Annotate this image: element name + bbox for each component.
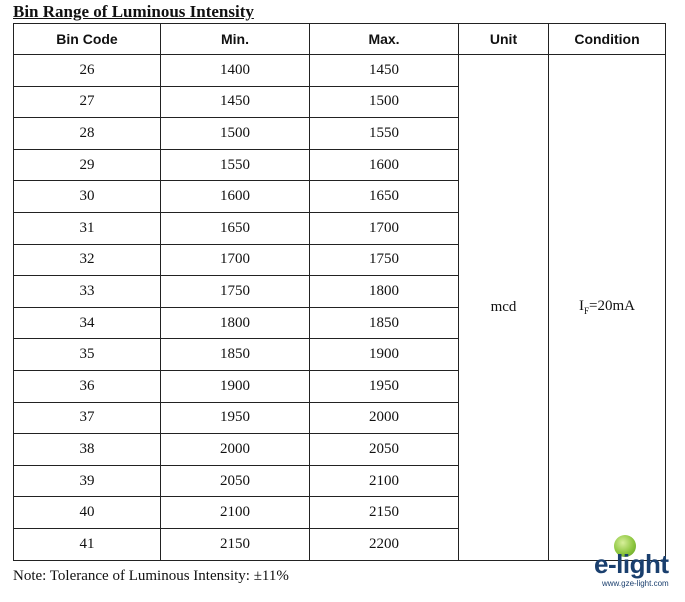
max-cell: 1950 [310, 370, 459, 402]
min-cell: 1400 [161, 55, 310, 87]
bin-code-cell: 28 [14, 118, 161, 150]
max-cell: 2050 [310, 434, 459, 466]
tolerance-note: Note: Tolerance of Luminous Intensity: ±11% [13, 568, 289, 584]
min-cell: 1550 [161, 149, 310, 181]
table-body [14, 55, 666, 561]
logo-url: www.gze-light.com [602, 579, 669, 588]
condition-suffix: =20mA [589, 298, 635, 315]
max-cell: 1500 [310, 86, 459, 118]
logo-text: e-light [594, 549, 669, 579]
min-cell: 1950 [161, 402, 310, 434]
max-cell: 1450 [310, 55, 459, 87]
max-cell: 1750 [310, 244, 459, 276]
min-cell: 1450 [161, 86, 310, 118]
table-row [14, 55, 666, 87]
min-cell: 1800 [161, 307, 310, 339]
min-cell: 2150 [161, 528, 310, 560]
min-cell: 1650 [161, 212, 310, 244]
bin-code-cell: 35 [14, 339, 161, 371]
header-condition: Condition [549, 24, 666, 55]
condition-prefix: I [579, 298, 584, 315]
bin-code-cell: 39 [14, 465, 161, 497]
bin-code-cell: 41 [14, 528, 161, 560]
header-bin-code: Bin Code [14, 24, 161, 55]
min-cell: 1850 [161, 339, 310, 371]
max-cell: 1600 [310, 149, 459, 181]
condition-subscript: F [584, 306, 590, 317]
min-cell: 1700 [161, 244, 310, 276]
max-cell: 2200 [310, 528, 459, 560]
bin-code-cell: 34 [14, 307, 161, 339]
bin-code-cell: 30 [14, 181, 161, 213]
bin-code-cell: 40 [14, 497, 161, 529]
bin-code-cell: 37 [14, 402, 161, 434]
bin-code-cell: 29 [14, 149, 161, 181]
max-cell: 1800 [310, 276, 459, 308]
min-cell: 2050 [161, 465, 310, 497]
header-min: Min. [161, 24, 310, 55]
condition-cell [549, 55, 666, 561]
min-cell: 2100 [161, 497, 310, 529]
bin-code-cell: 36 [14, 370, 161, 402]
min-cell: 2000 [161, 434, 310, 466]
max-cell: 1850 [310, 307, 459, 339]
bin-code-cell: 31 [14, 212, 161, 244]
max-cell: 1550 [310, 118, 459, 150]
header-max: Max. [310, 24, 459, 55]
bin-code-cell: 32 [14, 244, 161, 276]
bin-range-table [13, 23, 666, 561]
header-unit: Unit [459, 24, 549, 55]
bin-code-cell: 38 [14, 434, 161, 466]
e-light-logo [594, 535, 680, 593]
max-cell: 1900 [310, 339, 459, 371]
table-header-row [14, 24, 666, 55]
min-cell: 1750 [161, 276, 310, 308]
unit-cell: mcd [459, 55, 549, 561]
page-title: Bin Range of Luminous Intensity [13, 2, 254, 21]
bin-code-cell: 27 [14, 86, 161, 118]
min-cell: 1500 [161, 118, 310, 150]
bin-code-cell: 33 [14, 276, 161, 308]
max-cell: 1700 [310, 212, 459, 244]
min-cell: 1900 [161, 370, 310, 402]
max-cell: 2000 [310, 402, 459, 434]
max-cell: 2100 [310, 465, 459, 497]
min-cell: 1600 [161, 181, 310, 213]
bin-code-cell: 26 [14, 55, 161, 87]
max-cell: 2150 [310, 497, 459, 529]
max-cell: 1650 [310, 181, 459, 213]
